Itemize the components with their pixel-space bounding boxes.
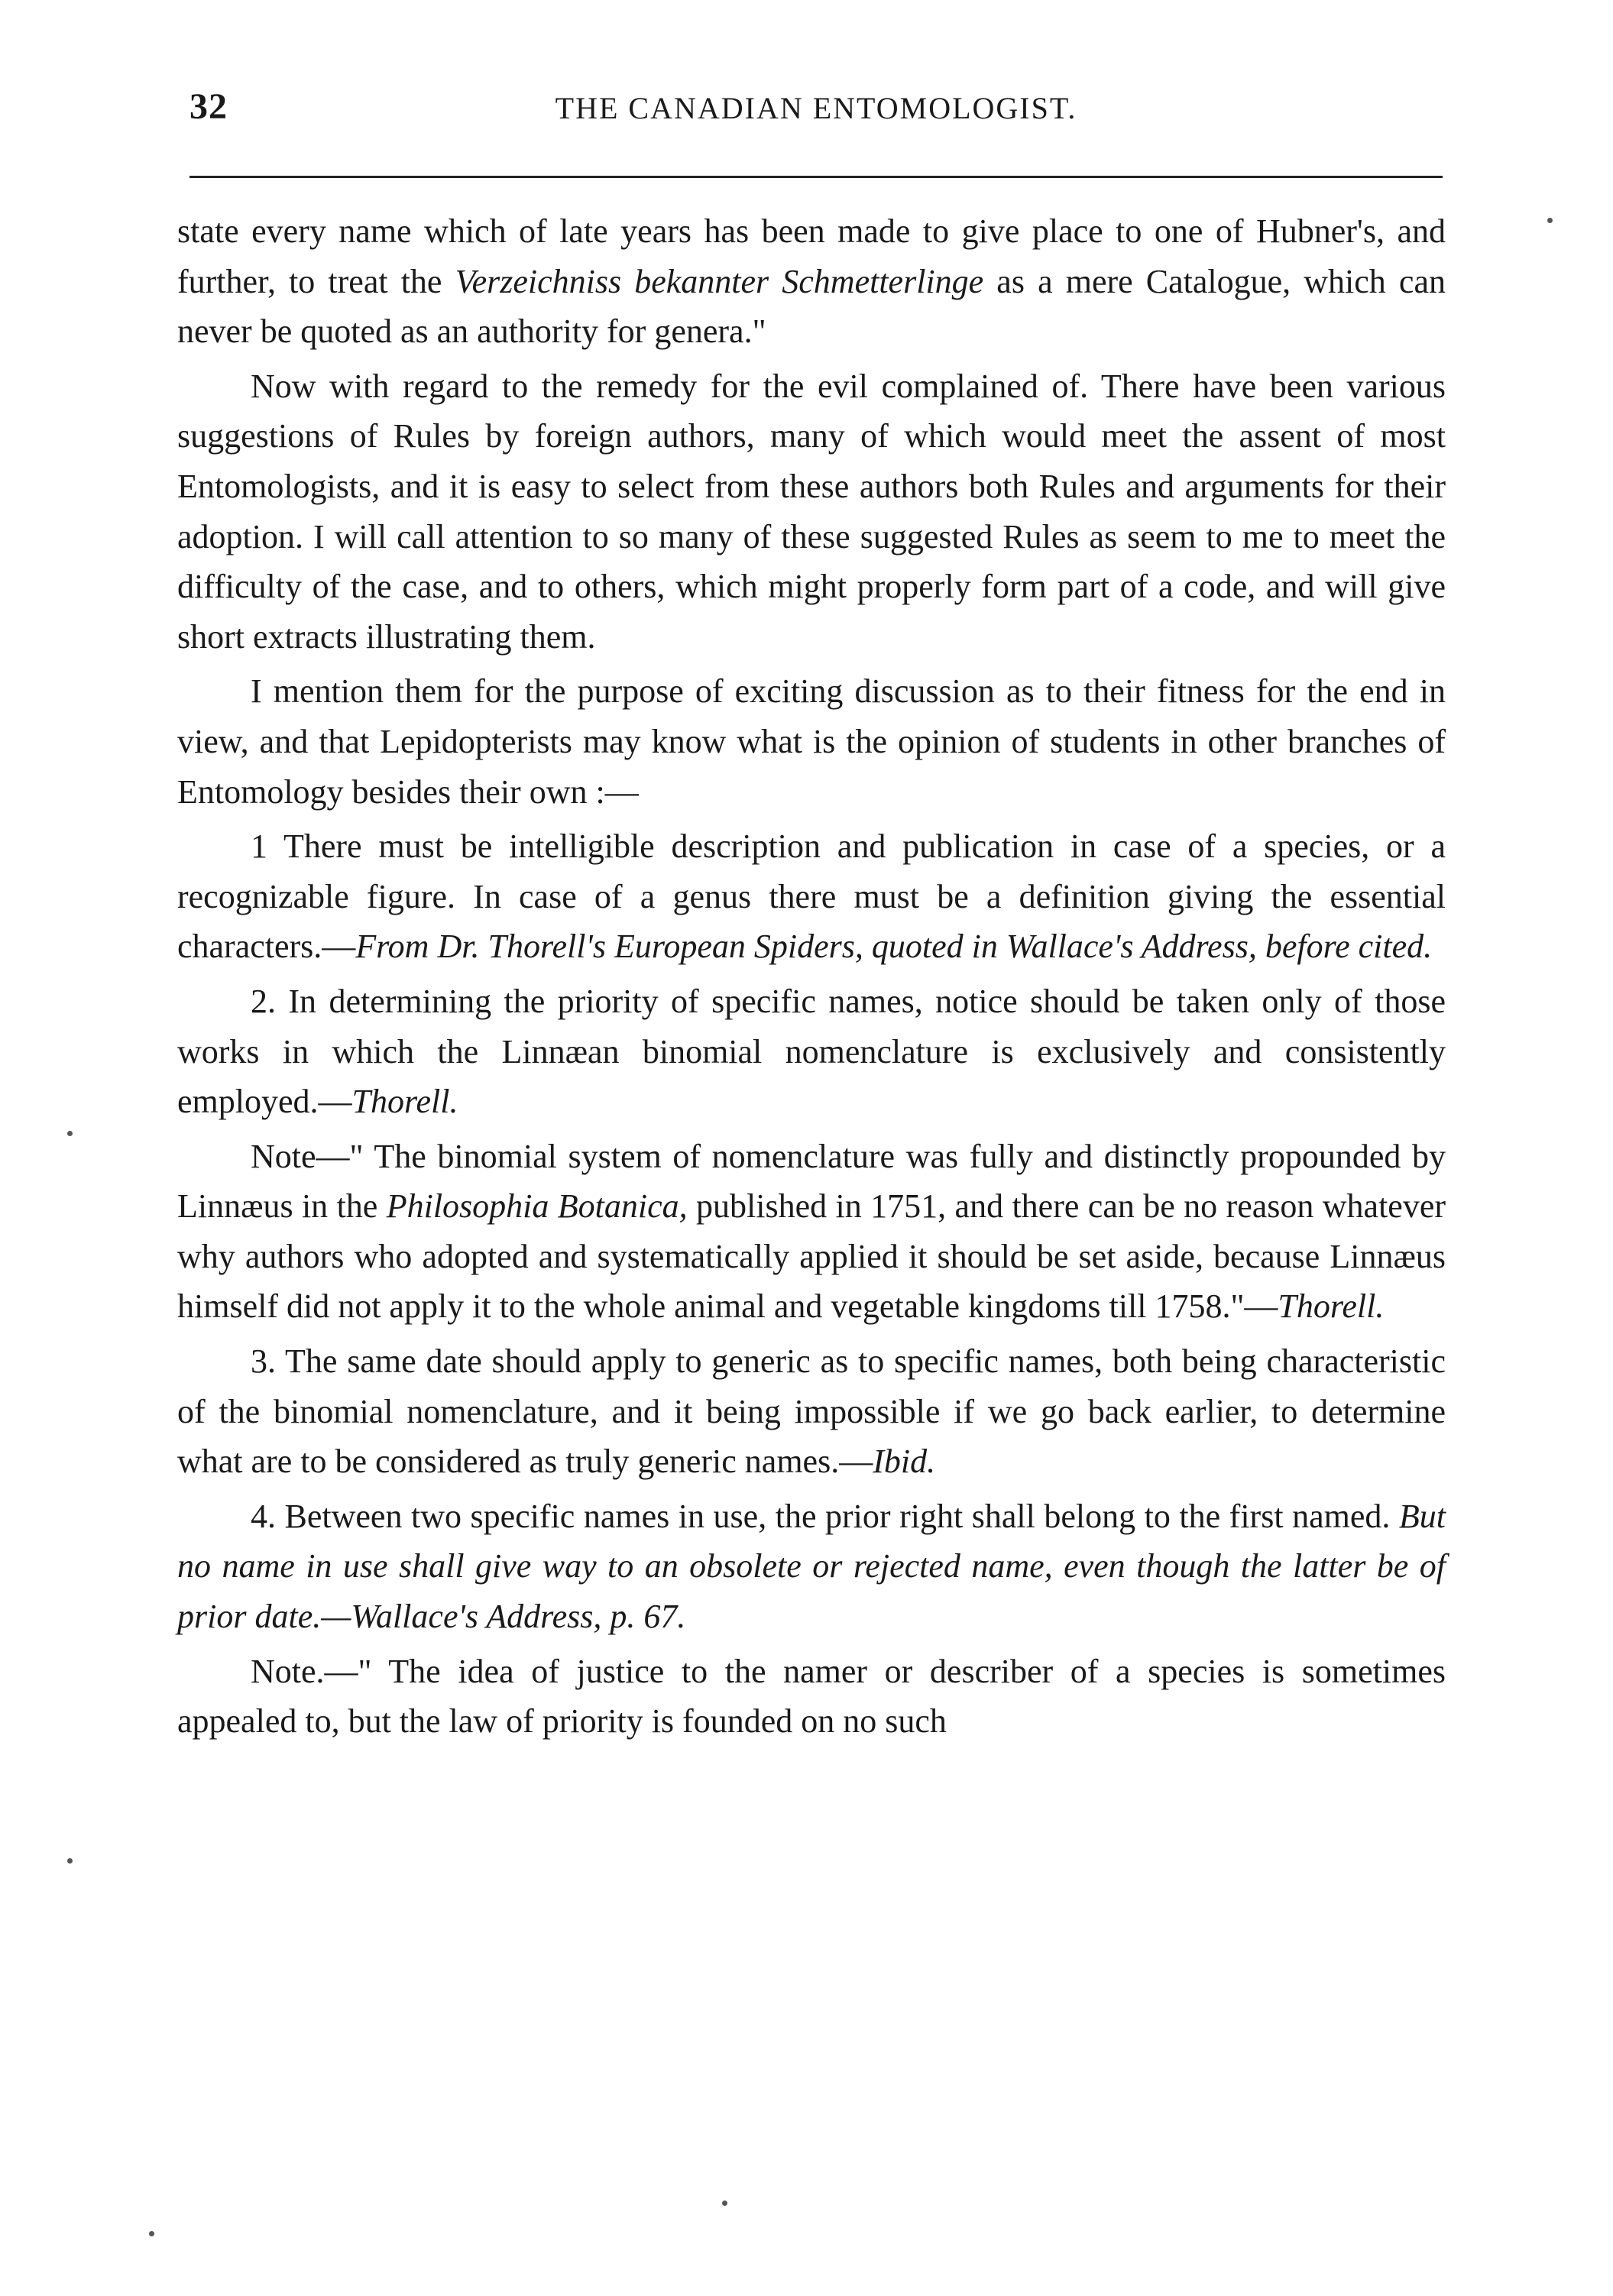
- text-run: as a mere Catalogue, which can never be quoted as an authority for genera.": [177, 262, 1446, 351]
- italic-text: From Dr. Thorell's European Spiders, quoted in Wallace's Address, before cited.: [355, 928, 1433, 966]
- paragraph: [177, 1647, 1446, 1747]
- paragraph: [177, 666, 1446, 817]
- paragraph: [177, 361, 1446, 662]
- text-run: Note.—" The idea of justice to the namer or describer of a species is sometimes appealed to, but the law of priority is founded on no such: [177, 1652, 1446, 1741]
- scan-speck: [1547, 218, 1553, 223]
- paragraph: [177, 976, 1446, 1127]
- running-title: THE CANADIAN ENTOMOLOGIST.: [555, 91, 1077, 125]
- scan-speck: [149, 2231, 154, 2236]
- paragraph: [177, 206, 1446, 357]
- text-run: 4. Between two specific names in use, the prior right shall belong to the first named.: [251, 1497, 1399, 1535]
- header-rule: [189, 176, 1443, 178]
- scan-speck: [67, 1131, 73, 1136]
- italic-text: Thorell.: [351, 1083, 458, 1121]
- text-run: 2. In determining the priority of specific names, notice should be taken only of those works in which the Linnæan binomial nomenclature is exclusively and consistently employed.—: [177, 982, 1446, 1121]
- italic-text: Verzeichniss bekannter Schmetterlinge: [455, 262, 984, 300]
- text-run: 3. The same date should apply to generic as to specific names, both being characteristic of the binomial nomenclature, and it being impossible if we go back earlier, to determine what are to be considered as truly generic names.—: [177, 1342, 1446, 1481]
- text-run: published in 1751, and there can be no reason whatever why authors who adopted and systematically applied it should be set aside, because Linnæus himself did not apply it to the whole animal and vegetable kingdoms till 1758."—: [177, 1187, 1446, 1326]
- paragraph: [177, 1336, 1446, 1487]
- body-text: [177, 206, 1446, 1750]
- paragraph: [177, 1491, 1446, 1642]
- page-number: 32: [189, 86, 228, 127]
- scan-speck: [67, 1858, 73, 1864]
- italic-text: Philosophia Botanica,: [386, 1187, 688, 1226]
- paragraph: [177, 821, 1446, 972]
- text-run: I mention them for the purpose of exciting discussion as to their fitness for the end in view, and that Lepidopterists may know what is the opinion of students in other branches of Entomology besides their own :—: [177, 672, 1446, 811]
- page-header: [189, 86, 1443, 147]
- italic-text: Ibid.: [873, 1443, 936, 1481]
- scan-speck: [722, 2200, 727, 2206]
- italic-text: Thorell.: [1278, 1287, 1385, 1326]
- paragraph: [177, 1132, 1446, 1332]
- italic-text: But no name in use shall give way to an obsolete or rejected name, even though the latter be of prior date.—Wallace's Address, p. 67.: [177, 1497, 1446, 1636]
- text-run: Now with regard to the remedy for the evil complained of. There have been various suggestions of Rules by foreign authors, many of which would meet the assent of most Entomologists, and it is easy to select from these authors both Rules and arguments for their adoption. I will call attention to so many of these suggested Rules as seem to me to meet the difficulty of the case, and to others, which might properly form part of a code, and will give short extracts illustrating them.: [177, 367, 1446, 656]
- text-run: Note—" The binomial system of nomenclature was fully and distinctly propounded by Linnæus in the: [177, 1137, 1446, 1226]
- text-run: 1 There must be intelligible description and publication in case of a species, or a recognizable figure. In case of a genus there must be a definition giving the essential characters.—: [177, 827, 1446, 966]
- text-run: state every name which of late years has been made to give place to one of Hubner's, and further, to treat the: [177, 212, 1446, 300]
